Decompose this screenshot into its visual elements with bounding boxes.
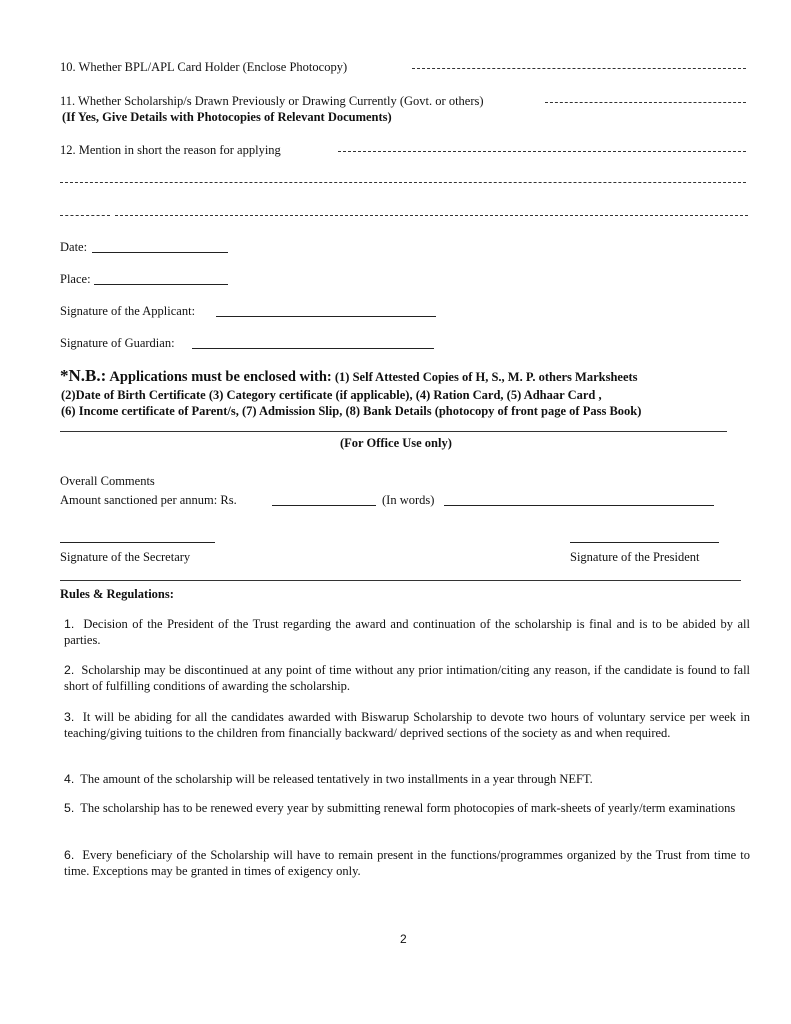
page-number: 2 bbox=[400, 932, 407, 946]
date-label: Date: bbox=[60, 240, 88, 254]
rule-text: It will be abiding for all the candidates awarded with Biswarup Scholarship to devote two hours of voluntary service per week in teaching/giving tuitions to the children from financially backward/ deprived sections of the society as and when required. bbox=[64, 710, 751, 740]
rule-text: The scholarship has to be renewed every year by submitting renewal form photocopies of mark-sheets of yearly/term examinations bbox=[80, 801, 736, 815]
rule-item-6 bbox=[64, 847, 750, 879]
office-use-title: (For Office Use only) bbox=[340, 436, 452, 450]
rules-title: Rules & Regulations: bbox=[60, 587, 174, 601]
question-12-label: 12. Mention in short the reason for applying bbox=[60, 143, 281, 157]
question-12-answer-line-3a[interactable] bbox=[60, 215, 110, 216]
rule-text: Every beneficiary of the Scholarship will have to remain present in the functions/programmes organized by the Trust from time to time. Exceptions may be granted in times of exigency only. bbox=[64, 848, 750, 878]
question-12-answer-line-1[interactable] bbox=[338, 151, 746, 152]
applicant-signature-field[interactable] bbox=[216, 316, 436, 317]
nb-prefix: *N.B.: bbox=[60, 366, 107, 385]
president-signature-field[interactable] bbox=[570, 542, 719, 543]
rule-number: 5. bbox=[64, 801, 75, 815]
rule-item-4 bbox=[64, 771, 750, 787]
rule-number: 6. bbox=[64, 848, 75, 862]
secretary-signature-field[interactable] bbox=[60, 542, 215, 543]
rule-number: 2. bbox=[64, 663, 75, 677]
rule-text: Decision of the President of the Trust regarding the award and continuation of the scholarship is final and is to be abided by all parties. bbox=[64, 617, 750, 647]
president-signature-label: Signature of the President bbox=[570, 550, 700, 564]
divider-office-top bbox=[60, 431, 727, 432]
rule-number: 4. bbox=[64, 772, 75, 786]
rule-text: Scholarship may be discontinued at any point of time without any prior intimation/citing any reason, if the candidate is found to fall short of fulfilling conditions of awarding the scholarship. bbox=[64, 663, 751, 693]
nb-line-1-rest: (1) Self Attested Copies of H, S., M. P. others Marksheets bbox=[334, 370, 638, 384]
applicant-signature-label: Signature of the Applicant: bbox=[60, 304, 196, 318]
rule-item-1 bbox=[64, 616, 750, 648]
nb-heading: Applications must be enclosed with: bbox=[109, 369, 332, 385]
divider-rules-top bbox=[60, 580, 741, 581]
rule-number: 1. bbox=[64, 617, 75, 631]
amount-field[interactable] bbox=[272, 505, 376, 506]
date-field[interactable] bbox=[92, 252, 228, 253]
rule-item-2 bbox=[64, 662, 750, 694]
nb-line-1 bbox=[60, 368, 638, 385]
question-11-label: 11. Whether Scholarship/s Drawn Previously or Drawing Currently (Govt. or others) bbox=[60, 94, 484, 108]
secretary-signature-label: Signature of the Secretary bbox=[60, 550, 191, 564]
place-label: Place: bbox=[60, 272, 91, 286]
amount-sanctioned-label: Amount sanctioned per annum: Rs. bbox=[60, 493, 237, 507]
question-10-answer-line[interactable] bbox=[412, 68, 746, 69]
question-12-answer-line-2[interactable] bbox=[60, 182, 746, 183]
in-words-label: (In words) bbox=[382, 493, 435, 507]
amount-in-words-field[interactable] bbox=[444, 505, 714, 506]
question-10-label: 10. Whether BPL/APL Card Holder (Enclose Photocopy) bbox=[60, 60, 348, 74]
rule-item-5 bbox=[64, 800, 750, 816]
guardian-signature-label: Signature of Guardian: bbox=[60, 336, 175, 350]
guardian-signature-field[interactable] bbox=[192, 348, 434, 349]
question-12-answer-line-3b[interactable] bbox=[115, 215, 748, 216]
overall-comments-label: Overall Comments bbox=[60, 474, 155, 488]
nb-line-3: (6) Income certificate of Parent/s, (7) Admission Slip, (8) Bank Details (photocopy of front page of Pass Book) bbox=[61, 404, 642, 418]
question-11-answer-line[interactable] bbox=[545, 102, 746, 103]
rule-number: 3. bbox=[64, 710, 75, 724]
nb-line-2: (2)Date of Birth Certificate (3) Category certificate (if applicable), (4) Ration Card, (5) Adhaar Card , bbox=[61, 388, 602, 402]
rule-text: The amount of the scholarship will be released tentatively in two installments in a year through NEFT. bbox=[80, 772, 593, 786]
question-11-note: (If Yes, Give Details with Photocopies of Relevant Documents) bbox=[62, 110, 392, 124]
place-field[interactable] bbox=[94, 284, 228, 285]
rule-item-3 bbox=[64, 709, 750, 741]
